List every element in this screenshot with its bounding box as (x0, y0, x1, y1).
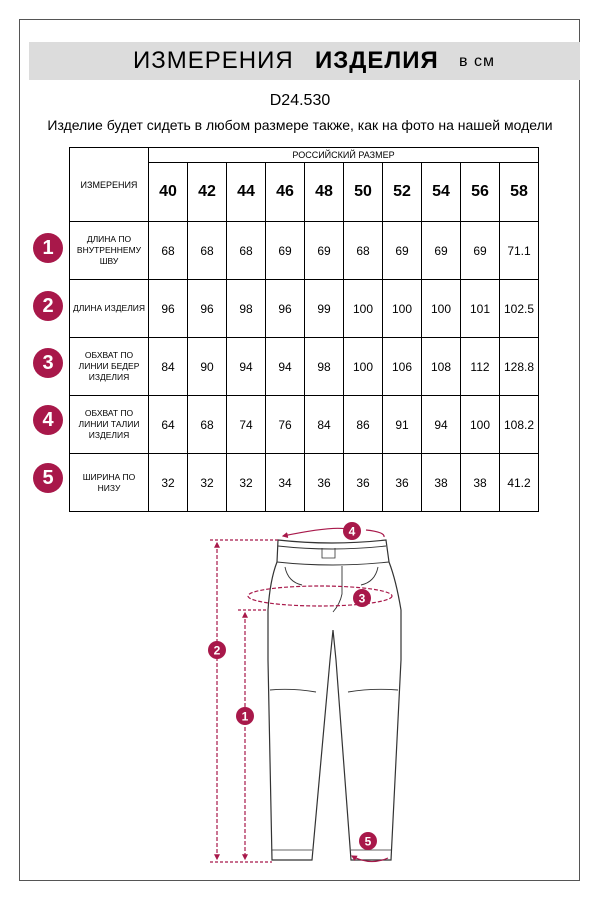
size-header-40: 40 (149, 163, 188, 222)
table-cell: 68 (344, 222, 383, 280)
measure-header: ИЗМЕРЕНИЯ (70, 148, 149, 222)
table-cell: 112 (461, 338, 500, 396)
table-cell: 68 (188, 222, 227, 280)
row-number-badge: 5 (33, 463, 63, 493)
table-cell: 36 (305, 454, 344, 512)
table-cell: 99 (305, 280, 344, 338)
table-cell: 74 (227, 396, 266, 454)
row-label: ОБХВАТ ПО ЛИНИИ БЕДЕР ИЗДЕЛИЯ (70, 338, 149, 396)
row-label: ДЛИНА ПО ВНУТРЕННЕМУ ШВУ (70, 222, 149, 280)
table-cell: 34 (266, 454, 305, 512)
row-number-badge: 3 (33, 348, 63, 378)
marker-4-label: 4 (348, 524, 356, 539)
size-header-46: 46 (266, 163, 305, 222)
table-cell: 101 (461, 280, 500, 338)
row-label: ОБХВАТ ПО ЛИНИИ ТАЛИИ ИЗДЕЛИЯ (70, 396, 149, 454)
table-cell: 96 (149, 280, 188, 338)
trousers-outline (268, 540, 401, 860)
table-cell: 98 (227, 280, 266, 338)
table-cell: 69 (266, 222, 305, 280)
table-cell: 98 (305, 338, 344, 396)
row-label: ШИРИНА ПО НИЗУ (70, 454, 149, 512)
row-number-badge: 1 (33, 233, 63, 263)
marker-3-label: 3 (358, 591, 366, 606)
table-cell: 38 (422, 454, 461, 512)
table-cell: 68 (188, 396, 227, 454)
table-cell: 38 (461, 454, 500, 512)
marker-5-label: 5 (364, 834, 372, 849)
table-cell: 94 (266, 338, 305, 396)
table-cell: 100 (344, 280, 383, 338)
table-cell: 100 (422, 280, 461, 338)
table-cell: 69 (383, 222, 422, 280)
size-header-56: 56 (461, 163, 500, 222)
table-cell: 68 (227, 222, 266, 280)
table-cell: 69 (305, 222, 344, 280)
table-cell: 94 (227, 338, 266, 396)
table-cell: 96 (188, 280, 227, 338)
table-cell: 36 (344, 454, 383, 512)
table-cell: 69 (461, 222, 500, 280)
table-cell: 36 (383, 454, 422, 512)
table-cell: 41.2 (500, 454, 539, 512)
size-header-44: 44 (227, 163, 266, 222)
table-cell: 90 (188, 338, 227, 396)
table-cell: 69 (422, 222, 461, 280)
table-cell: 64 (149, 396, 188, 454)
size-header-50: 50 (344, 163, 383, 222)
diagram-markers (208, 522, 377, 850)
table-cell: 100 (344, 338, 383, 396)
size-header-48: 48 (305, 163, 344, 222)
size-header-58: 58 (500, 163, 539, 222)
table-cell: 100 (461, 396, 500, 454)
marker-2-label: 2 (213, 643, 221, 658)
table-cell: 108 (422, 338, 461, 396)
title-measurements: ИЗМЕРЕНИЯ (133, 47, 294, 74)
table-cell: 94 (422, 396, 461, 454)
table-cell: 84 (149, 338, 188, 396)
table-cell: 96 (266, 280, 305, 338)
table-cell: 68 (149, 222, 188, 280)
table-cell: 128.8 (500, 338, 539, 396)
size-header-52: 52 (383, 163, 422, 222)
size-header-42: 42 (188, 163, 227, 222)
table-cell: 32 (149, 454, 188, 512)
product-code: D24.530 (269, 92, 331, 109)
table-cell: 76 (266, 396, 305, 454)
size-header-54: 54 (422, 163, 461, 222)
row-number-badge: 2 (33, 291, 63, 321)
marker-1-label: 1 (241, 709, 249, 724)
title-unit: в см (459, 53, 495, 70)
table-cell: 71.1 (500, 222, 539, 280)
table-cell: 100 (383, 280, 422, 338)
title-product: ИЗДЕЛИЯ (315, 47, 439, 74)
row-number-badge: 4 (33, 405, 63, 435)
table-cell: 84 (305, 396, 344, 454)
fit-note: Изделие будет сидеть в любом размере также, как на фото на нашей модели (47, 117, 553, 133)
table-cell: 106 (383, 338, 422, 396)
row-label: ДЛИНА ИЗДЕЛИЯ (70, 280, 149, 338)
size-group-header: РОССИЙСКИЙ РАЗМЕР (149, 148, 539, 163)
table-cell: 86 (344, 396, 383, 454)
table-cell: 108.2 (500, 396, 539, 454)
table-cell: 91 (383, 396, 422, 454)
table-cell: 32 (227, 454, 266, 512)
table-cell: 32 (188, 454, 227, 512)
table-cell: 102.5 (500, 280, 539, 338)
